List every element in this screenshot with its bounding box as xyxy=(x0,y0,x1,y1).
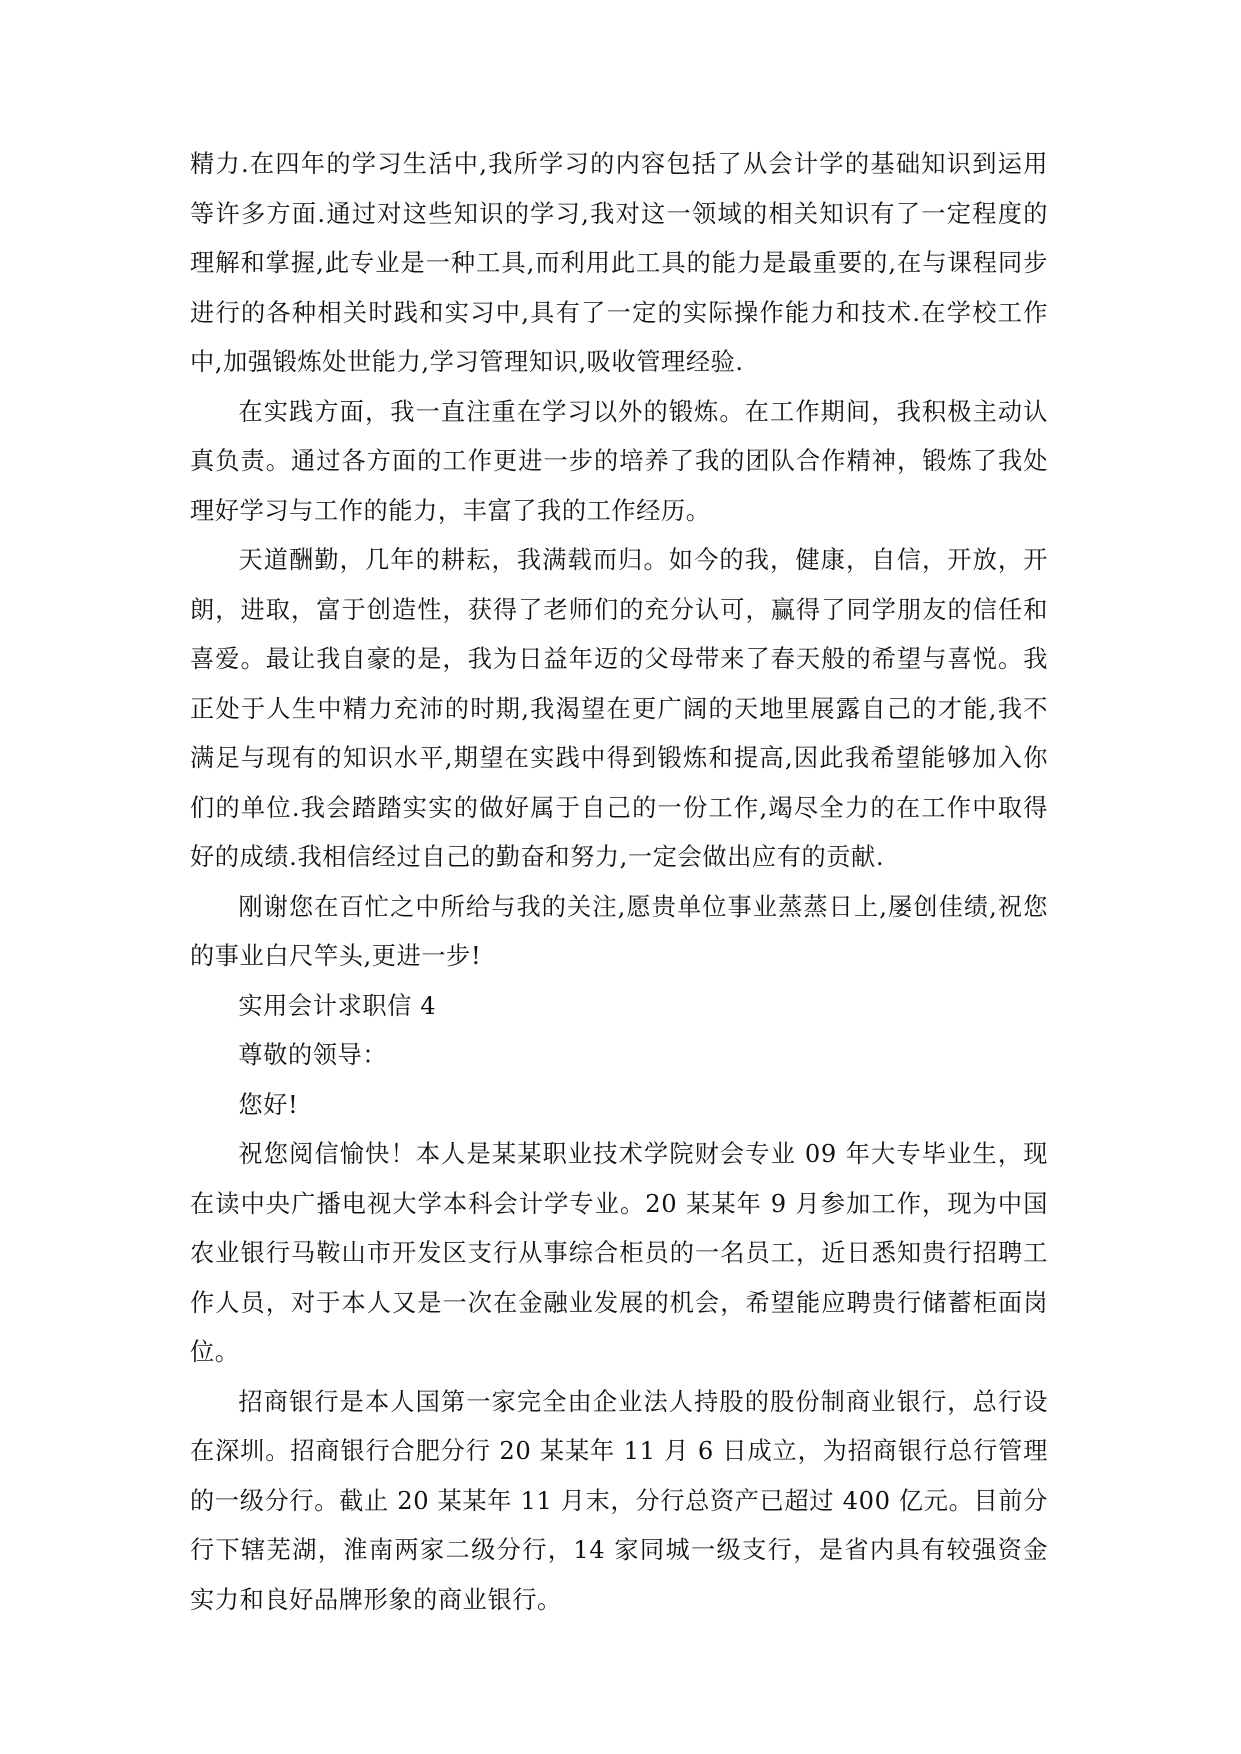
section-heading: 实用会计求职信 4 xyxy=(238,991,437,1020)
paragraph-bank-introduction: 招商银行是本人国第一家完全由企业法人持股的股份制商业银行，总行设在深圳。招商银行合肥分行 20 某某年 11 月 6 日成立，为招商银行总行管理的一级分行。截止 20 某某年 11 月末，分行总资产已超过 400 亿元。目前分行下辖芜湖，淮南两家二级分行，14 家同城一级支行，是省内具有较强资金实力和良好品牌形象的商业银行。 xyxy=(190,1387,1048,1614)
document-body xyxy=(190,140,1048,1625)
paragraph-self-introduction: 天道酬勤，几年的耕耘，我满载而归。如今的我，健康，自信，开放，开朗，进取，富于创造性，获得了老师们的充分认可，赢得了同学朋友的信任和喜爱。最让我自豪的是，我为日益年迈的父母带来了春天般的希望与喜悦。我正处于人生中精力充沛的时期,我渴望在更广阔的天地里展露自己的才能,我不满足与现有的知识水平,期望在实践中得到锻炼和提高,因此我希望能够加入你们的单位.我会踏踏实实的做好属于自己的一份工作,竭尽全力的在工作中取得好的成绩.我相信经过自己的勤奋和努力,一定会做出应有的贡献. xyxy=(190,546,1048,871)
paragraph-thanks: 刚谢您在百忙之中所给与我的关注,愿贵单位事业蒸蒸日上,屡创佳绩,祝您的事业白尺竿头,更进一步! xyxy=(190,892,1048,970)
salutation: 尊敬的领导： xyxy=(238,1041,388,1069)
paragraph-education: 精力.在四年的学习生活中,我所学习的内容包括了从会计学的基础知识到运用等许多方面.通过对这些知识的学习,我对这一领域的相关知识有了一定程度的理解和掌握,此专业是一种工具,而利用此工具的能力是最重要的,在与课程同步进行的各种相关时践和实习中,具有了一定的实际操作能力和技术.在学校工作中,加强锻炼处世能力,学习管理知识,吸收管理经验. xyxy=(190,150,1048,376)
paragraph-applicant-background: 祝您阅信愉快！本人是某某职业技术学院财会专业 09 年大专毕业生，现在读中央广播电视大学本科会计学专业。20 某某年 9 月参加工作，现为中国农业银行马鞍山市开发区支行从事综合柜员的一名员工，近日悉知贵行招聘工作人员，对于本人又是一次在金融业发展的机会，希望能应聘贵行储蓄柜面岗位。 xyxy=(190,1140,1048,1366)
greeting: 您好! xyxy=(238,1090,299,1119)
paragraph-practice: 在实践方面，我一直注重在学习以外的锻炼。在工作期间，我积极主动认真负责。通过各方面的工作更进一步的培养了我的团队合作精神，锻炼了我处理好学习与工作的能力，丰富了我的工作经历。 xyxy=(190,397,1048,525)
